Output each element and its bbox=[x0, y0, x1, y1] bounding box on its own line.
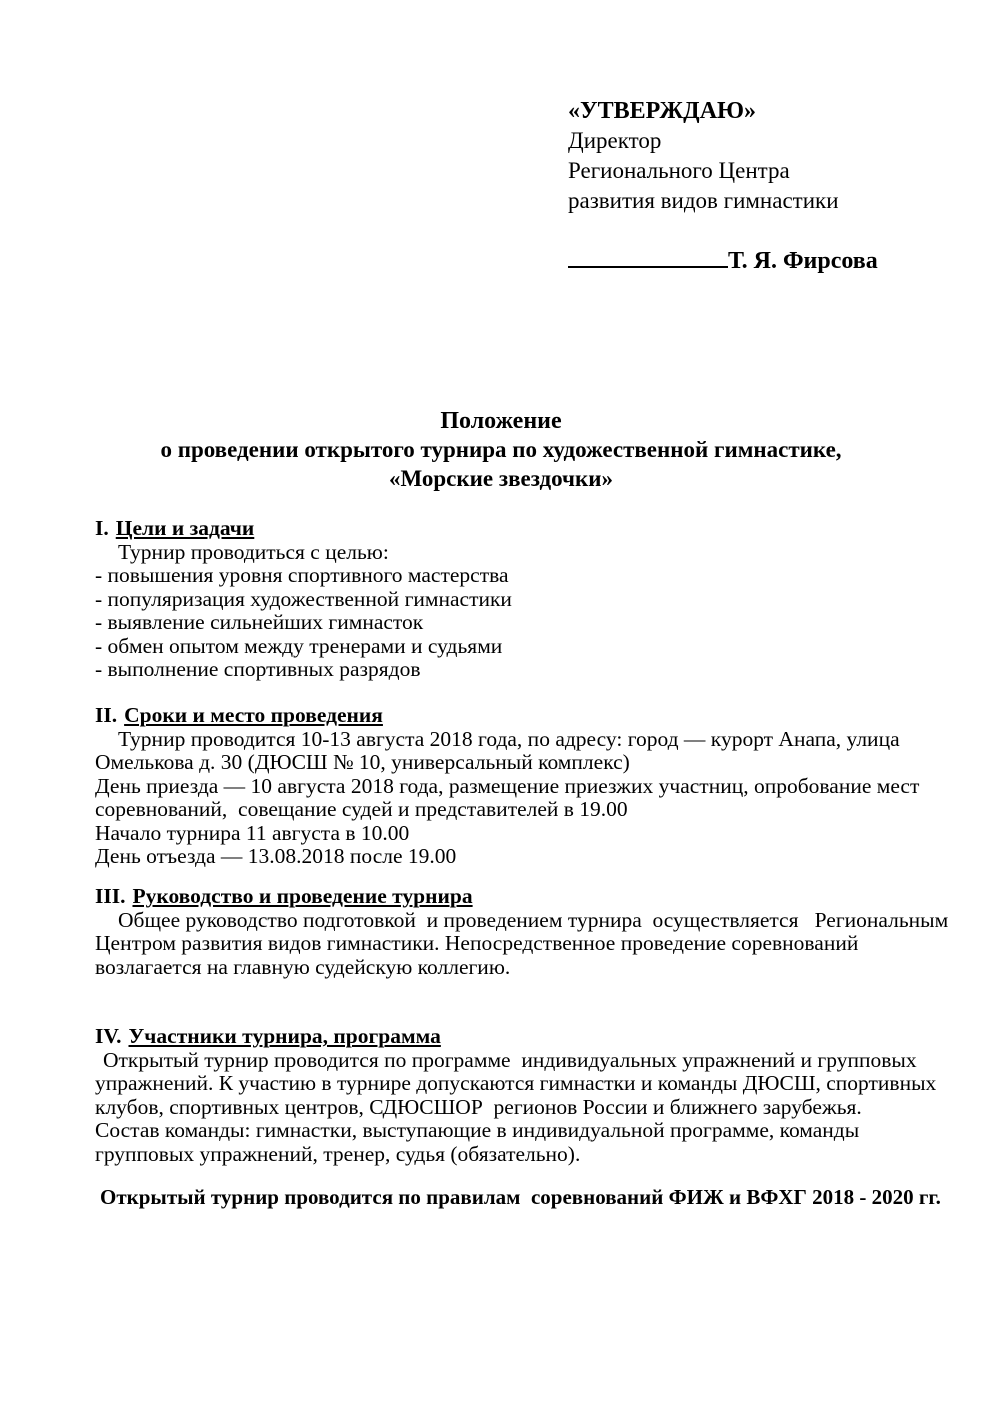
approval-line-org-1: Регионального Центра bbox=[568, 158, 790, 183]
section-dates-place bbox=[95, 704, 927, 869]
approval-line-org-2: развития видов гимнастики bbox=[568, 188, 839, 213]
body-line: Центром развития видов гимнастики. Непосредственное проведение соревнований bbox=[95, 931, 859, 955]
approval-block bbox=[568, 96, 878, 276]
signature-name: Т. Я. Фирсова bbox=[728, 248, 878, 274]
body-line: - обмен опытом между тренерами и судьями bbox=[95, 633, 503, 658]
section-heading bbox=[95, 704, 927, 728]
body-line: возлагается на главную судейскую коллегию. bbox=[95, 954, 511, 979]
rules-note: Открытый турнир проводится по правилам соревнований ФИЖ и ВФХГ 2018 - 2020 гг. bbox=[100, 1185, 941, 1209]
body-line: Начало турнира 11 августа в 10.00 bbox=[95, 820, 410, 845]
body-line: клубов, спортивных центров, СДЮСШОР регионов России и ближнего зарубежья. bbox=[95, 1094, 862, 1119]
section-management bbox=[95, 884, 949, 979]
body-line: - выявление сильнейших гимнасток bbox=[95, 610, 424, 634]
body-line: - повышения уровня спортивного мастерства bbox=[95, 563, 509, 587]
body-line: соревнований, совещание судей и представителей в 19.00 bbox=[95, 797, 628, 821]
section-heading bbox=[95, 517, 927, 541]
section-number: IV. bbox=[95, 1024, 122, 1048]
title-line-3: «Морские звездочки» bbox=[388, 466, 614, 491]
section-number: II. bbox=[95, 703, 118, 727]
section-heading bbox=[95, 1025, 927, 1049]
section-number: III. bbox=[95, 884, 126, 908]
signature-blank-line bbox=[568, 248, 728, 268]
body-line: Состав команды: гимнастки, выступающие в индивидуальной программе, команды bbox=[95, 1118, 860, 1142]
body-line: Открытый турнир проводится по программе индивидуальных упражнений и групповых bbox=[103, 1047, 917, 1072]
body-line: День отъезда — 13.08.2018 после 19.00 bbox=[95, 844, 457, 868]
body-line: - популяризация художественной гимнастики bbox=[95, 586, 512, 611]
title-line-2: о проведении открытого турнира по художественной гимнастике, bbox=[160, 437, 842, 462]
document-title bbox=[95, 407, 907, 493]
body-line: День приезда — 10 августа 2018 года, размещение приезжих участниц, опробование мест bbox=[95, 773, 920, 798]
section-number: I. bbox=[95, 516, 109, 540]
body-line: групповых упражнений, тренер, судья (обязательно). bbox=[95, 1141, 581, 1166]
approval-stamp: «УТВЕРЖДАЮ» bbox=[568, 98, 757, 124]
body-line: Общее руководство подготовкой и проведением турнира осуществляется Региональным bbox=[118, 907, 949, 932]
section-goals bbox=[95, 517, 927, 682]
section-heading-text: Сроки и место проведения bbox=[124, 703, 383, 727]
section-heading-text: Цели и задачи bbox=[115, 516, 255, 540]
body-line: упражнений. К участию в турнире допускаются гимнастки и команды ДЮСШ, спортивных bbox=[95, 1071, 937, 1095]
section-participants bbox=[95, 1024, 937, 1166]
body-line: Омелькова д. 30 (ДЮСШ № 10, универсальный комплекс) bbox=[95, 750, 630, 774]
body-line: Турнир проводиться с целью: bbox=[118, 539, 389, 564]
section-heading bbox=[95, 885, 927, 909]
section-heading-text: Участники турнира, программа bbox=[128, 1024, 441, 1048]
approval-line-director: Директор bbox=[568, 128, 662, 153]
section-heading-text: Руководство и проведение турнира bbox=[132, 884, 473, 908]
body-line: - выполнение спортивных разрядов bbox=[95, 657, 421, 681]
body-line: Турнир проводится 10-13 августа 2018 года, по адресу: город — курорт Анапа, улица bbox=[118, 726, 900, 751]
title-line-1: Положение bbox=[440, 408, 562, 434]
signature-row bbox=[568, 246, 878, 276]
